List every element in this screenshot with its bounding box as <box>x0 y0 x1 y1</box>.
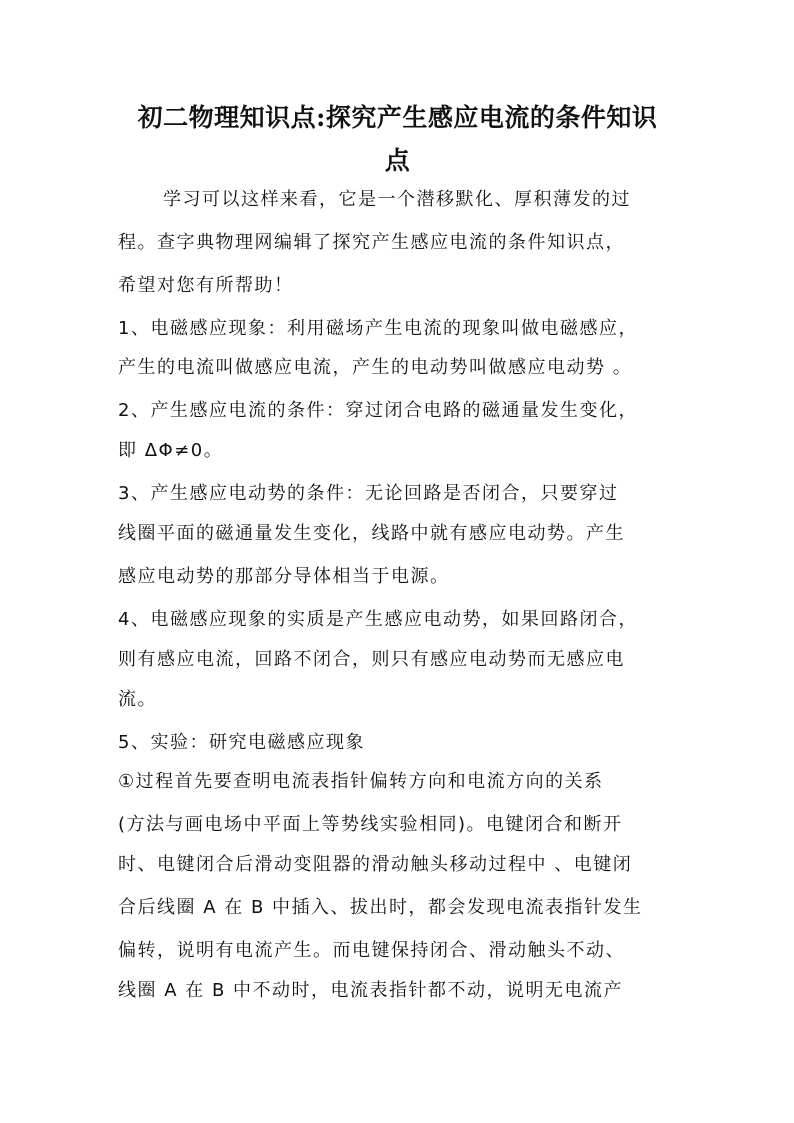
paragraph-line: 学习可以这样来看，它是一个潜移默化、厚积薄发的过 <box>163 189 631 210</box>
paragraph-line: 合后线圈 A 在 B 中插入、拔出时，都会发现电流表指针发生 <box>118 897 643 918</box>
document-title-line-1: 初二物理知识点:探究产生感应电流的条件知识 <box>137 103 658 132</box>
paragraph-line: 流。 <box>118 689 157 710</box>
paragraph-line: 时、电键闭合后滑动变阻器的滑动触头移动过程中 、电键闭 <box>118 854 633 875</box>
paragraph-line: 则有感应电流，回路不闭合，则只有感应电动势而无感应电 <box>118 649 625 670</box>
paragraph-line: 1、电磁感应现象：利用磁场产生电流的现象叫做电磁感应， <box>118 318 638 339</box>
paragraph-line: 线圈 A 在 B 中不动时，电流表指针都不动，说明无电流产 <box>118 980 624 1001</box>
paragraph-line: 希望对您有所帮助！ <box>118 275 294 296</box>
paragraph-line: 2、产生感应电流的条件：穿过闭合电路的磁通量发生变化， <box>118 400 638 421</box>
paragraph-line: 4、电磁感应现象的实质是产生感应电动势，如果回路闭合， <box>118 609 638 630</box>
paragraph-line: ①过程首先要查明电流表指针偏转方向和电流方向的关系 <box>118 771 604 792</box>
paragraph-line: 即 ΔΦ≠0。 <box>118 440 224 461</box>
paragraph-line: 程。查字典物理网编辑了探究产生感应电流的条件知识点， <box>118 232 625 253</box>
paragraph-line: (方法与画电场中平面上等势线实验相同)。电键闭合和断开 <box>118 814 623 835</box>
paragraph-line: 偏转，说明有电流产生。而电键保持闭合、滑动触头不动、 <box>118 940 625 961</box>
paragraph-line: 感应电动势的那部分导体相当于电源。 <box>118 566 450 587</box>
document-title-line-2: 点 <box>384 146 411 175</box>
paragraph-line: 5、实验：研究电磁感应现象 <box>118 732 365 753</box>
paragraph-line: 3、产生感应电动势的条件：无论回路是否闭合，只要穿过 <box>118 483 619 504</box>
paragraph-line: 产生的电流叫做感应电流，产生的电动势叫做感应电动势 。 <box>118 357 633 378</box>
paragraph-line: 线圈平面的磁通量发生变化，线路中就有感应电动势。产生 <box>118 523 625 544</box>
